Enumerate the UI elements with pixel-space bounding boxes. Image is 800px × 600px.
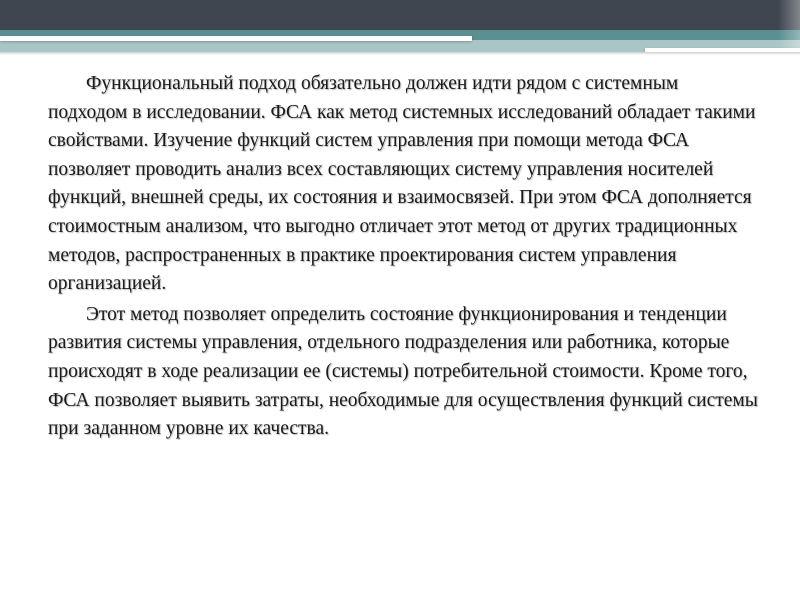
- header-shadow: [0, 52, 800, 55]
- header-accent-strip-left: [0, 36, 472, 41]
- paragraph-2: Этот метод позволяет определить состояние функционирования и тенденции развития системы управления, отдельного подразделения или работника, которые происходят в ходе реализации ее (системы) потребительной стоимости. Кроме того, ФСА позволяет выявить затраты, необходимые для осуществления функций системы при заданном уровне их качества.: [48, 303, 758, 440]
- slide-body-text: [48, 70, 758, 444]
- paragraph-1: Функциональный подход обязательно должен идти рядом с системным подходом в исследовании. ФСА как метод системных исследований обладает такими свойствами. Изучение функций систем управления при помощи метода ФСА позволяет проводить анализ всех составляющих систему управления носителей функций, внешней среды, их состояния и взаимосвязей. При этом ФСА дополняется стоимостным анализом, что выгодно отличает этот метод от других традиционных методов, распространенных в практике проектирования систем управления организацией.: [48, 73, 756, 295]
- header-edge-highlight: [778, 0, 800, 52]
- header-band-dark: [0, 0, 800, 30]
